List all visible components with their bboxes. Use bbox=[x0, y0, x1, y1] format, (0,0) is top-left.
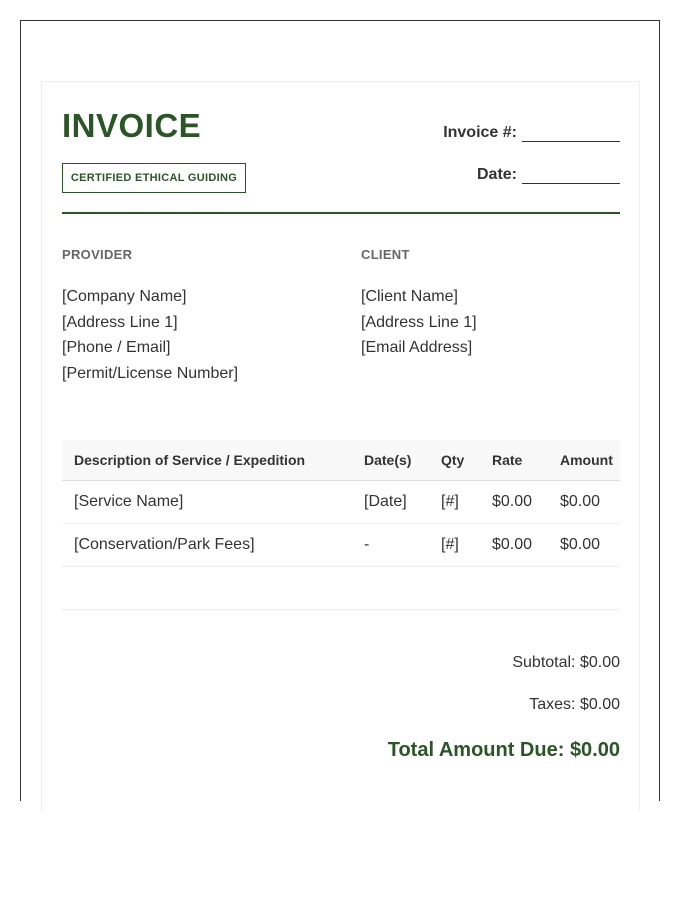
table-header-row bbox=[62, 440, 620, 481]
row-description: [Service Name] bbox=[62, 481, 352, 524]
row-qty: [#] bbox=[429, 481, 480, 524]
row-qty: [#] bbox=[429, 524, 480, 567]
row-rate: $0.00 bbox=[480, 481, 548, 524]
subtotal-line bbox=[512, 654, 620, 672]
invoice-number-field bbox=[443, 124, 620, 142]
client-details bbox=[361, 284, 477, 361]
client-email: [Email Address] bbox=[361, 339, 473, 356]
row-description: [Conservation/Park Fees] bbox=[62, 524, 352, 567]
subtotal-label: Subtotal: bbox=[512, 654, 576, 671]
taxes-value: $0.00 bbox=[579, 696, 620, 713]
table-bottom-divider bbox=[62, 609, 620, 610]
invoice-date-blank bbox=[522, 169, 620, 184]
row-date: [Date] bbox=[352, 481, 429, 524]
certification-badge: CERTIFIED ETHICAL GUIDING bbox=[62, 163, 246, 193]
invoice-title: INVOICE bbox=[62, 107, 202, 144]
header-amount: Amount bbox=[548, 440, 620, 481]
provider-permit: [Permit/License Number] bbox=[62, 364, 239, 382]
row-amount: $0.00 bbox=[548, 524, 620, 567]
table-row bbox=[62, 481, 620, 524]
subtotal-value: $0.00 bbox=[579, 654, 620, 671]
header-divider bbox=[62, 212, 620, 214]
header-rate: Rate bbox=[480, 440, 548, 481]
client-label: CLIENT bbox=[361, 247, 410, 262]
header-dates: Date(s) bbox=[352, 440, 429, 481]
row-amount: $0.00 bbox=[548, 481, 620, 524]
invoice-date-label: Date: bbox=[476, 166, 517, 183]
row-date: - bbox=[352, 524, 429, 567]
invoice-date-field bbox=[477, 166, 620, 184]
total-due-value: $0.00 bbox=[569, 739, 620, 761]
invoice-number-blank bbox=[522, 127, 620, 142]
total-due-line bbox=[388, 739, 620, 762]
line-items-table bbox=[62, 440, 620, 567]
total-due-label: Total Amount Due: bbox=[387, 739, 565, 761]
client-name: [Client Name] bbox=[361, 288, 458, 305]
taxes-label: Taxes: bbox=[529, 696, 576, 713]
row-rate: $0.00 bbox=[480, 524, 548, 567]
taxes-line bbox=[529, 696, 620, 714]
table-row bbox=[62, 524, 620, 567]
invoice-number-label: Invoice #: bbox=[443, 124, 517, 141]
header-description: Description of Service / Expedition bbox=[62, 440, 352, 481]
provider-label: PROVIDER bbox=[62, 247, 133, 262]
provider-details bbox=[62, 284, 238, 386]
provider-contact: [Phone / Email] bbox=[62, 339, 171, 356]
header-qty: Qty bbox=[429, 440, 480, 481]
provider-company: [Company Name] bbox=[62, 288, 187, 305]
client-address: [Address Line 1] bbox=[361, 313, 477, 331]
provider-address: [Address Line 1] bbox=[62, 313, 178, 331]
